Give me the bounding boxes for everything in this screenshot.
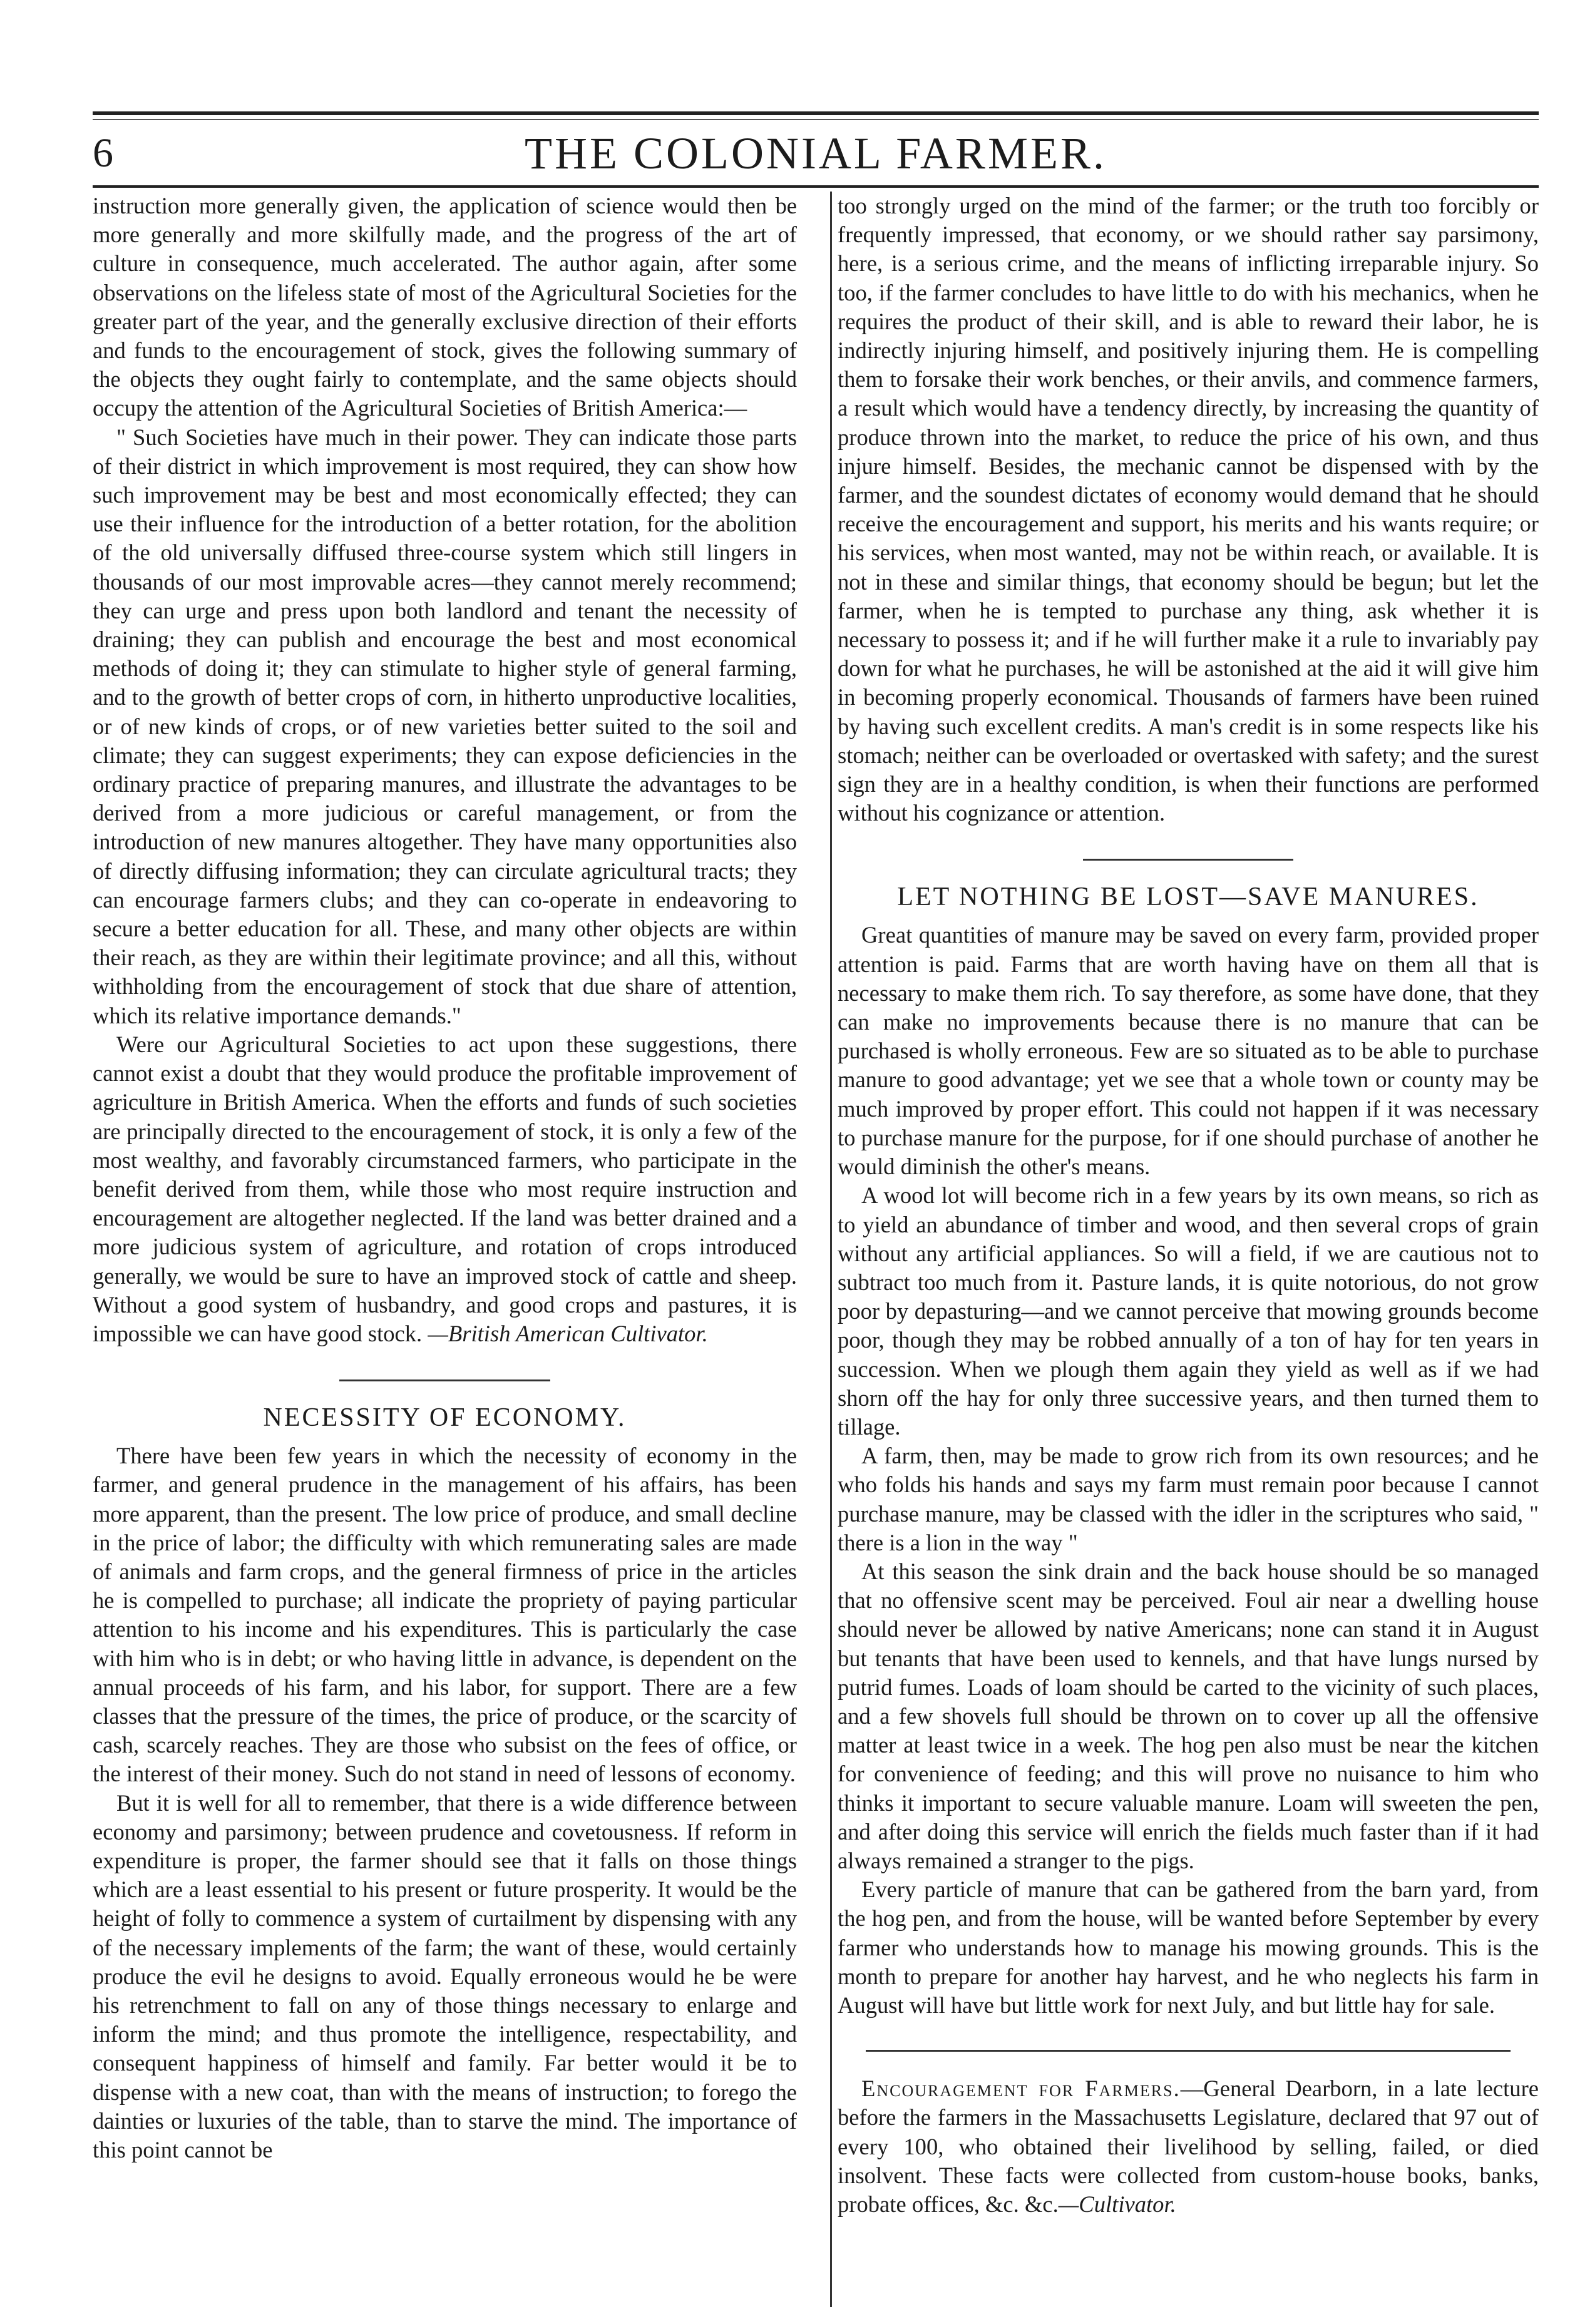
article-paragraph: " Such Societies have much in their power. They can indicate those parts of their district in which improvement is most required, they can show how such improvement may be best and most economically effected; they can use their influence for the introduction of a better rotation, for the abolition of the old universally diffused three-course system which still lingers in thousands of our most improvable acres—they cannot merely recommend; they can urge and press upon both landlord and tenant the necessity of draining; they can publish and encourage the best and most economical methods of doing it; they can stimulate to higher style of general farming, and to the growth of better crops of corn, in hitherto unproductive localities, or of new kinds of crops, or of new varieties better suited to the soil and climate; they can suggest experiments; they can expose deficiencies in the ordinary practice of preparing manures, and illustrate the advantages to be derived from a more judicious or careful management, or from the introduction of new manures altogether. They have many opportunities also of directly diffusing information; they can circulate agricultural tracts; they can encourage farmers clubs; and they can co-operate in endeavoring to secure a better education for all. These, and many other objects are within their reach, as they are within their legitimate province; and all this, without withholding from the encouragement of stock that due share of attention, which its relative importance demands."	[93, 424, 797, 1028]
article-paragraph: instruction more generally given, the application of science would then be more generally and more skilfully made, and the progress of the art of culture in consequence, much accelerated. The author again, after some observations on the lifeless state of most of the Agricultural Societies for the greater part of the year, and the generally exclusive direction of their efforts and funds to the encouragement of stock, gives the following summary of the objects they ought fairly to contemplate, and the same objects should occupy the attention of the Agricultural Societies of British America:—	[93, 193, 797, 421]
page-title: THE COLONIAL FARMER.	[525, 128, 1107, 178]
article-paragraph	[93, 1030, 797, 1348]
article-paragraph: too strongly urged on the mind of the farmer; or the truth too forcibly or frequently impressed, that economy, or we should rather say parsimony, here, is a serious crime, and the means of inflicting irreparable injury. So too, if the farmer concludes to have little to do with his mechanics, when he requires the product of their skill, and is able to reward their labor, he is indirectly injuring himself, and positively injuring them. He is compelling them to forsake their work benches, or their anvils, and commence farmers, a result which would have a tendency directly, by increasing the quantity of produce thrown into the market, to reduce the price of his own, and thus injure himself. Besides, the mechanic cannot be dispensed with by the farmer, and the soundest dictates of economy would demand that he should receive the encouragement and support, his merits and his wants require; or his services, when most wanted, may not be within reach, or available. It is not in these and similar things, that economy should be begun; but let the farmer, when he is tempted to purchase any thing, ask whether it is necessary to possess it; and if he will further make it a rule to invariably pay down for what he purchases, he will be astonished at the aid it will give him in becoming properly economical. Thousands of farmers have been ruined by having such excellent credits. A man's credit is in some respects like his stomach; neither can be overloaded or overtasked with safety; and the surest sign they are in a healthy condition, is when their functions are performed without his cognizance or attention.	[838, 193, 1539, 826]
item-lead: Encouragement for Farmers.	[861, 2076, 1181, 2102]
article-signature: —Cultivator.	[1058, 2191, 1176, 2217]
article-paragraph: Great quantities of manure may be saved on every farm, provided proper attention is paid. Farms that are worth having have on them all that is necessary to make them rich. To say therefore, as some have done, that they can make no improvements because there is no manure that can be purchased is wholly erroneous. Few are so situated as to be able to purchase manure to good advantage; yet we see that a whole town or county may be much improved by proper effort. This could not happen if it was necessary to purchase manure for the purpose, for if one should purchase of another he would diminish the other's means.	[838, 922, 1539, 1180]
article-paragraph: But it is well for all to remember, that there is a wide difference between economy and parsimony; between prudence and covetousness. If reform in expenditure is proper, the farmer should see that it falls on those things which are a least essential to his present or future prosperity. It would be the height of folly to commence a system of curtailment by dispensing with any of the necessary implements of the farm; the want of these, would certainly produce the evil he designs to avoid. Equally erroneous would he be were his retrenchment to fall on any of those things necessary to enlarge and inform the mind; and thus promote the intelligence, respectability, and consequent happiness of himself and family. Far better would it be to dispense with a new coat, than with the means of instruction; to forego the dainties or luxuries of the table, than to starve the mind. The importance of this point cannot be	[93, 1789, 797, 2163]
article-text: —General Dearborn, in a late lecture before the farmers in the Massachusetts Legislature, declared that 97 out of every 100, who obtained their livelihood by selling, failed, or died insolvent. These facts were collected from custom-house books, banks, probate offices, &c. &c.	[838, 2076, 1539, 2217]
right-column	[838, 192, 1539, 2301]
article-paragraph: Every particle of manure that can be gathered from the barn yard, from the hog pen, and from the house, will be wanted before September by every farmer who understands how to manage his mowing grounds. This is the month to prepare for another hay harvest, and he who neglects his farm in August will have but little work for next July, and but little hay for sale.	[838, 1876, 1539, 2018]
section-separator	[866, 2050, 1511, 2052]
article-text: Were our Agricultural Societies to act upon these suggestions, there cannot exist a doubt that they would produce the profitable improvement of agriculture in British America. When the efforts and funds of such societies are principally directed to the encouragement of stock, it is only a few of the most wealthy, and favorably circumstanced farmers, who participate in the benefit derived from them, while those who most require instruction and encouragement are altogether neglected. If the land was better drained and a more judicious system of agriculture, and rotation of crops introduced generally, we would be sure to have an improved stock of cattle and sheep. Without a good system of husbandry, and good crops and pastures, it is impossible we can have good stock.	[93, 1031, 797, 1346]
masthead	[93, 125, 1539, 183]
page-number: 6	[93, 130, 113, 176]
article-paragraph: A wood lot will become rich in a few years by its own means, so rich as to yield an abundance of timber and wood, and then several crops of grain without any artificial appliances. So will a field, if we are cautious not to subtract too much from it. Pasture lands, it is quite notorious, do not grow poor by depasturing—and we cannot perceive that mowing grounds become poor, though they may be robbed annually of a ton of hay for ten years in succession. When we plough them again they yield as well as if we had shorn off the hay for only three successive years, and then turned them to tillage.	[838, 1182, 1539, 1440]
article-paragraph: A farm, then, may be made to grow rich from its own resources; and he who folds his hands and says my farm must remain poor because I cannot purchase manure, may be classed with the idler in the scriptures who said, " there is a lion in the way "	[838, 1443, 1539, 1555]
article-paragraph	[838, 2074, 1539, 2219]
section-separator	[1083, 859, 1293, 861]
column-divider	[830, 192, 832, 2307]
article-paragraph: At this season the sink drain and the back house should be so managed that no offensive scent may be perceived. Foul air near a dwelling house should never be allowed by native Americans; none can stand it in August but tenants that have been used to kennels, and that have lungs nursed by putrid fumes. Loads of loam should be carted to the vicinity of such places, and a few shovels full should be thrown on to cover up all the offensive matter at least twice in a week. The hog pen also must be near the kitchen for convenience of feeding; and this will prove no nuisance to him who thinks it important to secure valuable manure. Loam will sweeten the pen, and after doing this service will enrich the fields much faster than if it had always remained a stranger to the pigs.	[838, 1558, 1539, 1873]
section-heading: NECESSITY OF ECONOMY.	[263, 1403, 627, 1433]
left-column	[93, 192, 797, 2301]
section-heading: LET NOTHING BE LOST—SAVE MANURES.	[897, 883, 1479, 912]
section-separator	[339, 1380, 551, 1381]
article-signature: —British American Cultivator.	[428, 1320, 708, 1346]
top-rule	[93, 111, 1539, 120]
article-paragraph: There have been few years in which the necessity of economy in the farmer, and general prudence in the management of his affairs, has been more apparent, than the present. The low price of produce, and small decline in the price of labor; the difficulty with which remunerating sales are made of animals and farm crops, and the general firmness of price in the articles he is compelled to purchase; all indicate the propriety of paying particular attention to his income and his expenditures. This is particularly the case with him who is in debt; or who having little in advance, is dependent on the annual proceeds of his farm, and his labor, for support. There are a few classes that the pressure of the times, the price of produce, or the scarcity of cash, scarcely reaches. They are those who subsist on the fees of office, or the interest of their money. Such do not stand in need of lessons of economy.	[93, 1443, 797, 1787]
header-rule	[93, 185, 1539, 188]
